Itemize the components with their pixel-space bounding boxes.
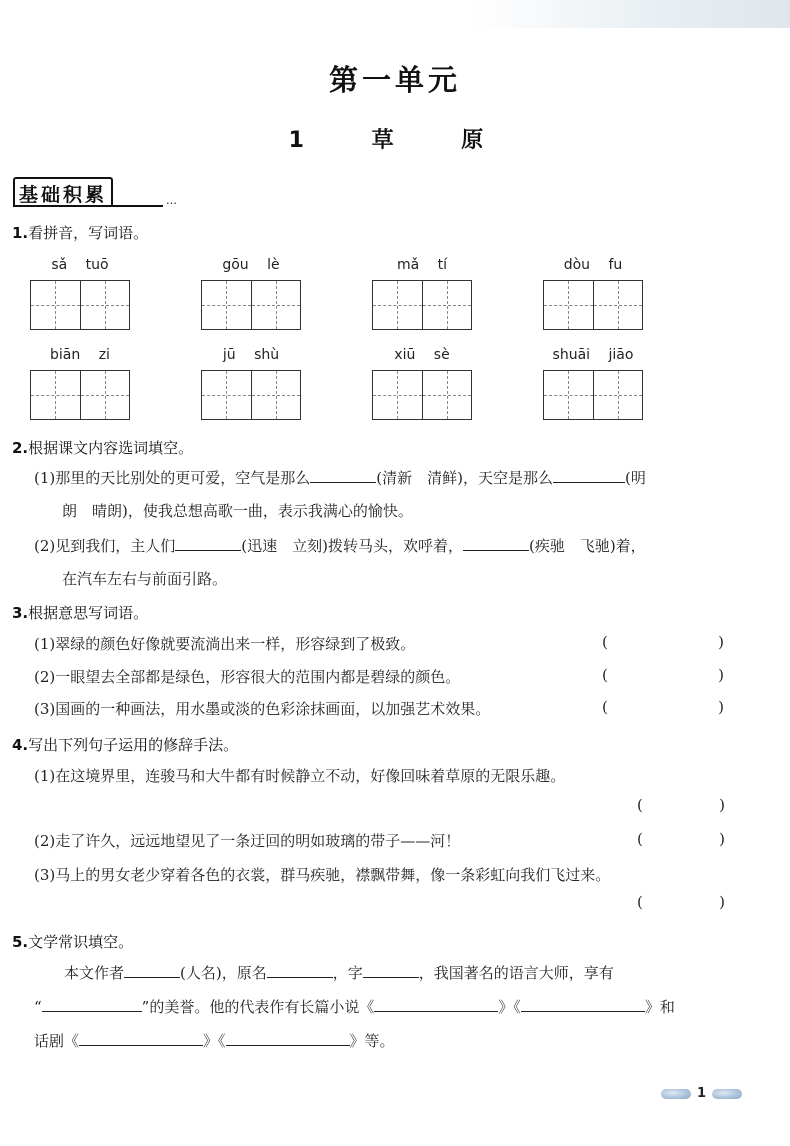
top-header-fade <box>470 0 790 28</box>
text-segment: (迅速 立刻)拨转马头，欢呼着， <box>241 537 463 555</box>
q2-line-1 <box>34 467 646 488</box>
answer-blank[interactable] <box>42 997 142 1012</box>
question-4-title <box>12 734 238 755</box>
character-grid[interactable] <box>201 370 301 420</box>
lesson-title: 1 草 原 <box>288 128 502 153</box>
answer-parentheses[interactable]: ( ) <box>602 666 724 684</box>
answer-parentheses[interactable]: ( ) <box>637 796 725 814</box>
page-number: 1 <box>696 1086 706 1101</box>
q3-item-3: (3)国画的一种画法，用水墨或淡的色彩涂抹画面，以加强艺术效果。 <box>34 700 491 718</box>
q5-line-3 <box>34 1030 395 1051</box>
answer-parentheses[interactable]: ( ) <box>602 698 724 716</box>
text-segment: (人名)，原名 <box>180 964 267 982</box>
q3-item-1: (1)翠绿的颜色好像就要流淌出来一样，形容绿到了极致。 <box>34 635 416 653</box>
question-number: 4. <box>12 736 29 754</box>
question-1-title <box>12 222 148 243</box>
q2-line-4: 在汽车左右与前面引路。 <box>62 570 228 588</box>
answer-blank[interactable] <box>363 963 419 978</box>
character-grid[interactable] <box>30 280 130 330</box>
pinyin-label: biān zi <box>50 347 110 363</box>
q2-line-2: 朗 晴朗)，使我总想高歌一曲，表示我满心的愉快。 <box>62 502 413 520</box>
character-grid[interactable] <box>543 370 643 420</box>
page-ornament-left <box>661 1089 691 1099</box>
text-segment: ，字 <box>332 964 363 982</box>
question-5-title <box>12 931 133 952</box>
pinyin-label: xiū sè <box>394 347 450 363</box>
unit-title: 第一单元 <box>328 63 461 97</box>
q5-line-1 <box>64 962 614 983</box>
character-grid[interactable] <box>543 280 643 330</box>
answer-blank[interactable] <box>553 468 625 483</box>
q5-line-2 <box>34 996 675 1017</box>
question-number: 2. <box>12 439 29 457</box>
answer-blank[interactable] <box>267 963 333 978</box>
answer-blank[interactable] <box>521 997 645 1012</box>
answer-blank[interactable] <box>79 1031 203 1046</box>
q4-item-3: (3)马上的男女老少穿着各色的衣裳，群马疾驰，襟飘带舞，像一条彩虹向我们飞过来。 <box>34 866 611 884</box>
section-badge <box>13 177 113 207</box>
answer-blank[interactable] <box>463 536 529 551</box>
answer-parentheses[interactable]: ( ) <box>637 830 725 848</box>
page-ornament-right <box>712 1089 742 1099</box>
question-number: 5. <box>12 933 29 951</box>
answer-parentheses[interactable]: ( ) <box>637 893 725 911</box>
text-segment: ，我国著名的语言大师，享有 <box>418 964 614 982</box>
q2-line-3 <box>34 535 646 556</box>
answer-blank[interactable] <box>310 468 376 483</box>
text-segment: (清新 清鲜)，天空是那么 <box>376 469 553 487</box>
text-segment: 本文作者 <box>64 964 125 982</box>
text-segment: (明 <box>624 469 646 487</box>
q4-item-2: (2)走了许久，远远地望见了一条迂回的明如玻璃的带子——河！ <box>34 832 461 850</box>
character-grid[interactable] <box>201 280 301 330</box>
pinyin-label: gōu lè <box>222 257 280 273</box>
text-segment: 话剧《 <box>34 1032 80 1050</box>
character-grid[interactable] <box>30 370 130 420</box>
question-3-title <box>12 602 148 623</box>
text-segment: 》和 <box>644 998 675 1016</box>
pinyin-label: shuāi jiāo <box>552 347 634 363</box>
answer-parentheses[interactable]: ( ) <box>602 633 724 651</box>
answer-blank[interactable] <box>124 963 180 978</box>
text-segment: (1)那里的天比别处的更可爱，空气是那么 <box>34 469 311 487</box>
section-dots: … <box>166 194 177 207</box>
question-text: 根据意思写词语。 <box>28 604 149 622</box>
page-footer <box>661 1086 742 1101</box>
section-underline <box>13 205 163 207</box>
q3-item-2: (2)一眼望去全部都是绿色，形容很大的范围内都是碧绿的颜色。 <box>34 668 461 686</box>
character-grid[interactable] <box>372 280 472 330</box>
answer-blank[interactable] <box>226 1031 350 1046</box>
question-number: 3. <box>12 604 29 622</box>
pinyin-label: sǎ tuō <box>51 257 109 273</box>
section-label: 基础积累 <box>13 177 113 207</box>
pinyin-label: dòu fu <box>563 257 623 273</box>
text-segment: 》《 <box>498 998 521 1016</box>
text-segment: (疾驰 飞驰)着， <box>528 537 646 555</box>
question-text: 看拼音，写词语。 <box>28 224 149 242</box>
question-text: 根据课文内容选词填空。 <box>28 439 194 457</box>
text-segment: ”的美誉。他的代表作有长篇小说《 <box>141 998 375 1016</box>
text-segment: (2)见到我们，主人们 <box>34 537 176 555</box>
question-2-title <box>12 437 193 458</box>
answer-blank[interactable] <box>175 536 241 551</box>
question-text: 写出下列句子运用的修辞手法。 <box>28 736 239 754</box>
pinyin-label: jū shù <box>222 347 280 363</box>
q4-item-1: (1)在这境界里，连骏马和大牛都有时候静立不动，好像回味着草原的无限乐趣。 <box>34 767 566 785</box>
text-segment: “ <box>34 998 42 1016</box>
question-text: 文学常识填空。 <box>28 933 134 951</box>
pinyin-label: mǎ tí <box>396 257 448 273</box>
question-number: 1. <box>12 224 29 242</box>
text-segment: 》等。 <box>349 1032 395 1050</box>
text-segment: 》《 <box>203 1032 226 1050</box>
character-grid[interactable] <box>372 370 472 420</box>
answer-blank[interactable] <box>374 997 498 1012</box>
